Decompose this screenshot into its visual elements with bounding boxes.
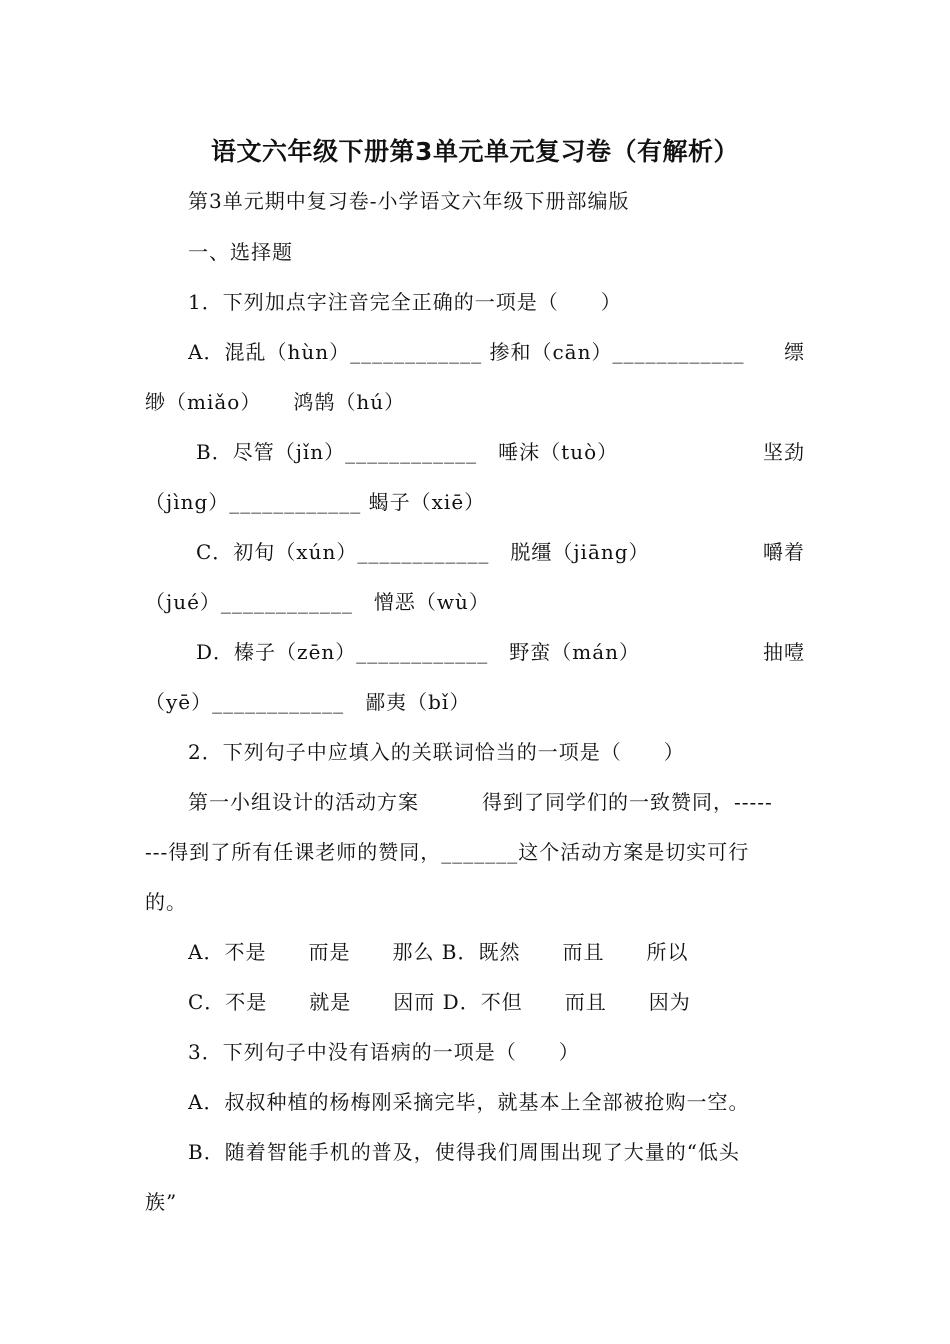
question-3-stem: 3．下列句子中没有语病的一项是（ ） xyxy=(188,1040,580,1064)
question-1-stem: 1．下列加点字注音完全正确的一项是（ ） xyxy=(188,290,622,314)
q1-option-d-right: 抽噎 xyxy=(763,640,805,664)
q1-option-b-line2: （jìng）____________ 蝎子（xiē） xyxy=(145,490,486,514)
q2-passage-line1: 第一小组设计的活动方案 得到了同学们的一致赞同，----- xyxy=(188,790,773,814)
q1-option-c-text: C．初旬（xún）____________ 脱缰（jiāng） xyxy=(196,540,650,564)
q2-options-cd: C．不是 就是 因而 D．不但 而且 因为 xyxy=(188,990,691,1014)
q2-passage-line2: ---得到了所有任课老师的赞同，_______这个活动方案是切实可行 xyxy=(145,840,750,864)
q1-option-b-text: B．尽管（jǐn）____________ 唾沫（tuò） xyxy=(196,440,619,464)
document-title: 语文六年级下册第3单元单元复习卷（有解析） xyxy=(211,137,739,166)
q1-option-a-right: 缥 xyxy=(784,340,805,364)
q1-option-b-right: 坚劲 xyxy=(763,440,805,464)
q1-option-c-line1 xyxy=(196,536,805,565)
q3-option-a: A．叔叔种植的杨梅刚采摘完毕，就基本上全部被抢购一空。 xyxy=(188,1090,750,1114)
q1-option-d-line1 xyxy=(196,636,805,665)
q2-options-ab: A．不是 而是 那么 B．既然 而且 所以 xyxy=(188,940,689,964)
q1-option-b-line1 xyxy=(196,436,805,465)
question-2-stem: 2．下列句子中应填入的关联词恰当的一项是（ ） xyxy=(188,740,685,764)
q1-option-d-text: D．榛子（zēn）____________ 野蛮（mán） xyxy=(196,640,641,664)
subtitle: 第3单元期中复习卷-小学语文六年级下册部编版 xyxy=(188,189,630,213)
section-heading: 一、选择题 xyxy=(188,240,293,264)
q3-option-b-line1: B．随着智能手机的普及，使得我们周围出现了大量的“低头 xyxy=(188,1140,740,1164)
q1-option-d-line2: （yē）____________ 鄙夷（bǐ） xyxy=(145,690,471,714)
q1-option-a-line1 xyxy=(188,336,805,365)
q1-option-c-right: 嚼着 xyxy=(763,540,805,564)
q3-option-b-line2: 族” xyxy=(145,1190,178,1214)
q1-option-a-text: A．混乱（hùn）____________ 掺和（cān）____________ xyxy=(188,340,745,364)
q1-option-a-line2: 缈（miǎo） 鸿鹄（hú） xyxy=(145,390,406,414)
q1-option-c-line2: （jué）____________ 憎恶（wù） xyxy=(145,590,490,614)
q2-passage-line3: 的。 xyxy=(145,890,187,914)
